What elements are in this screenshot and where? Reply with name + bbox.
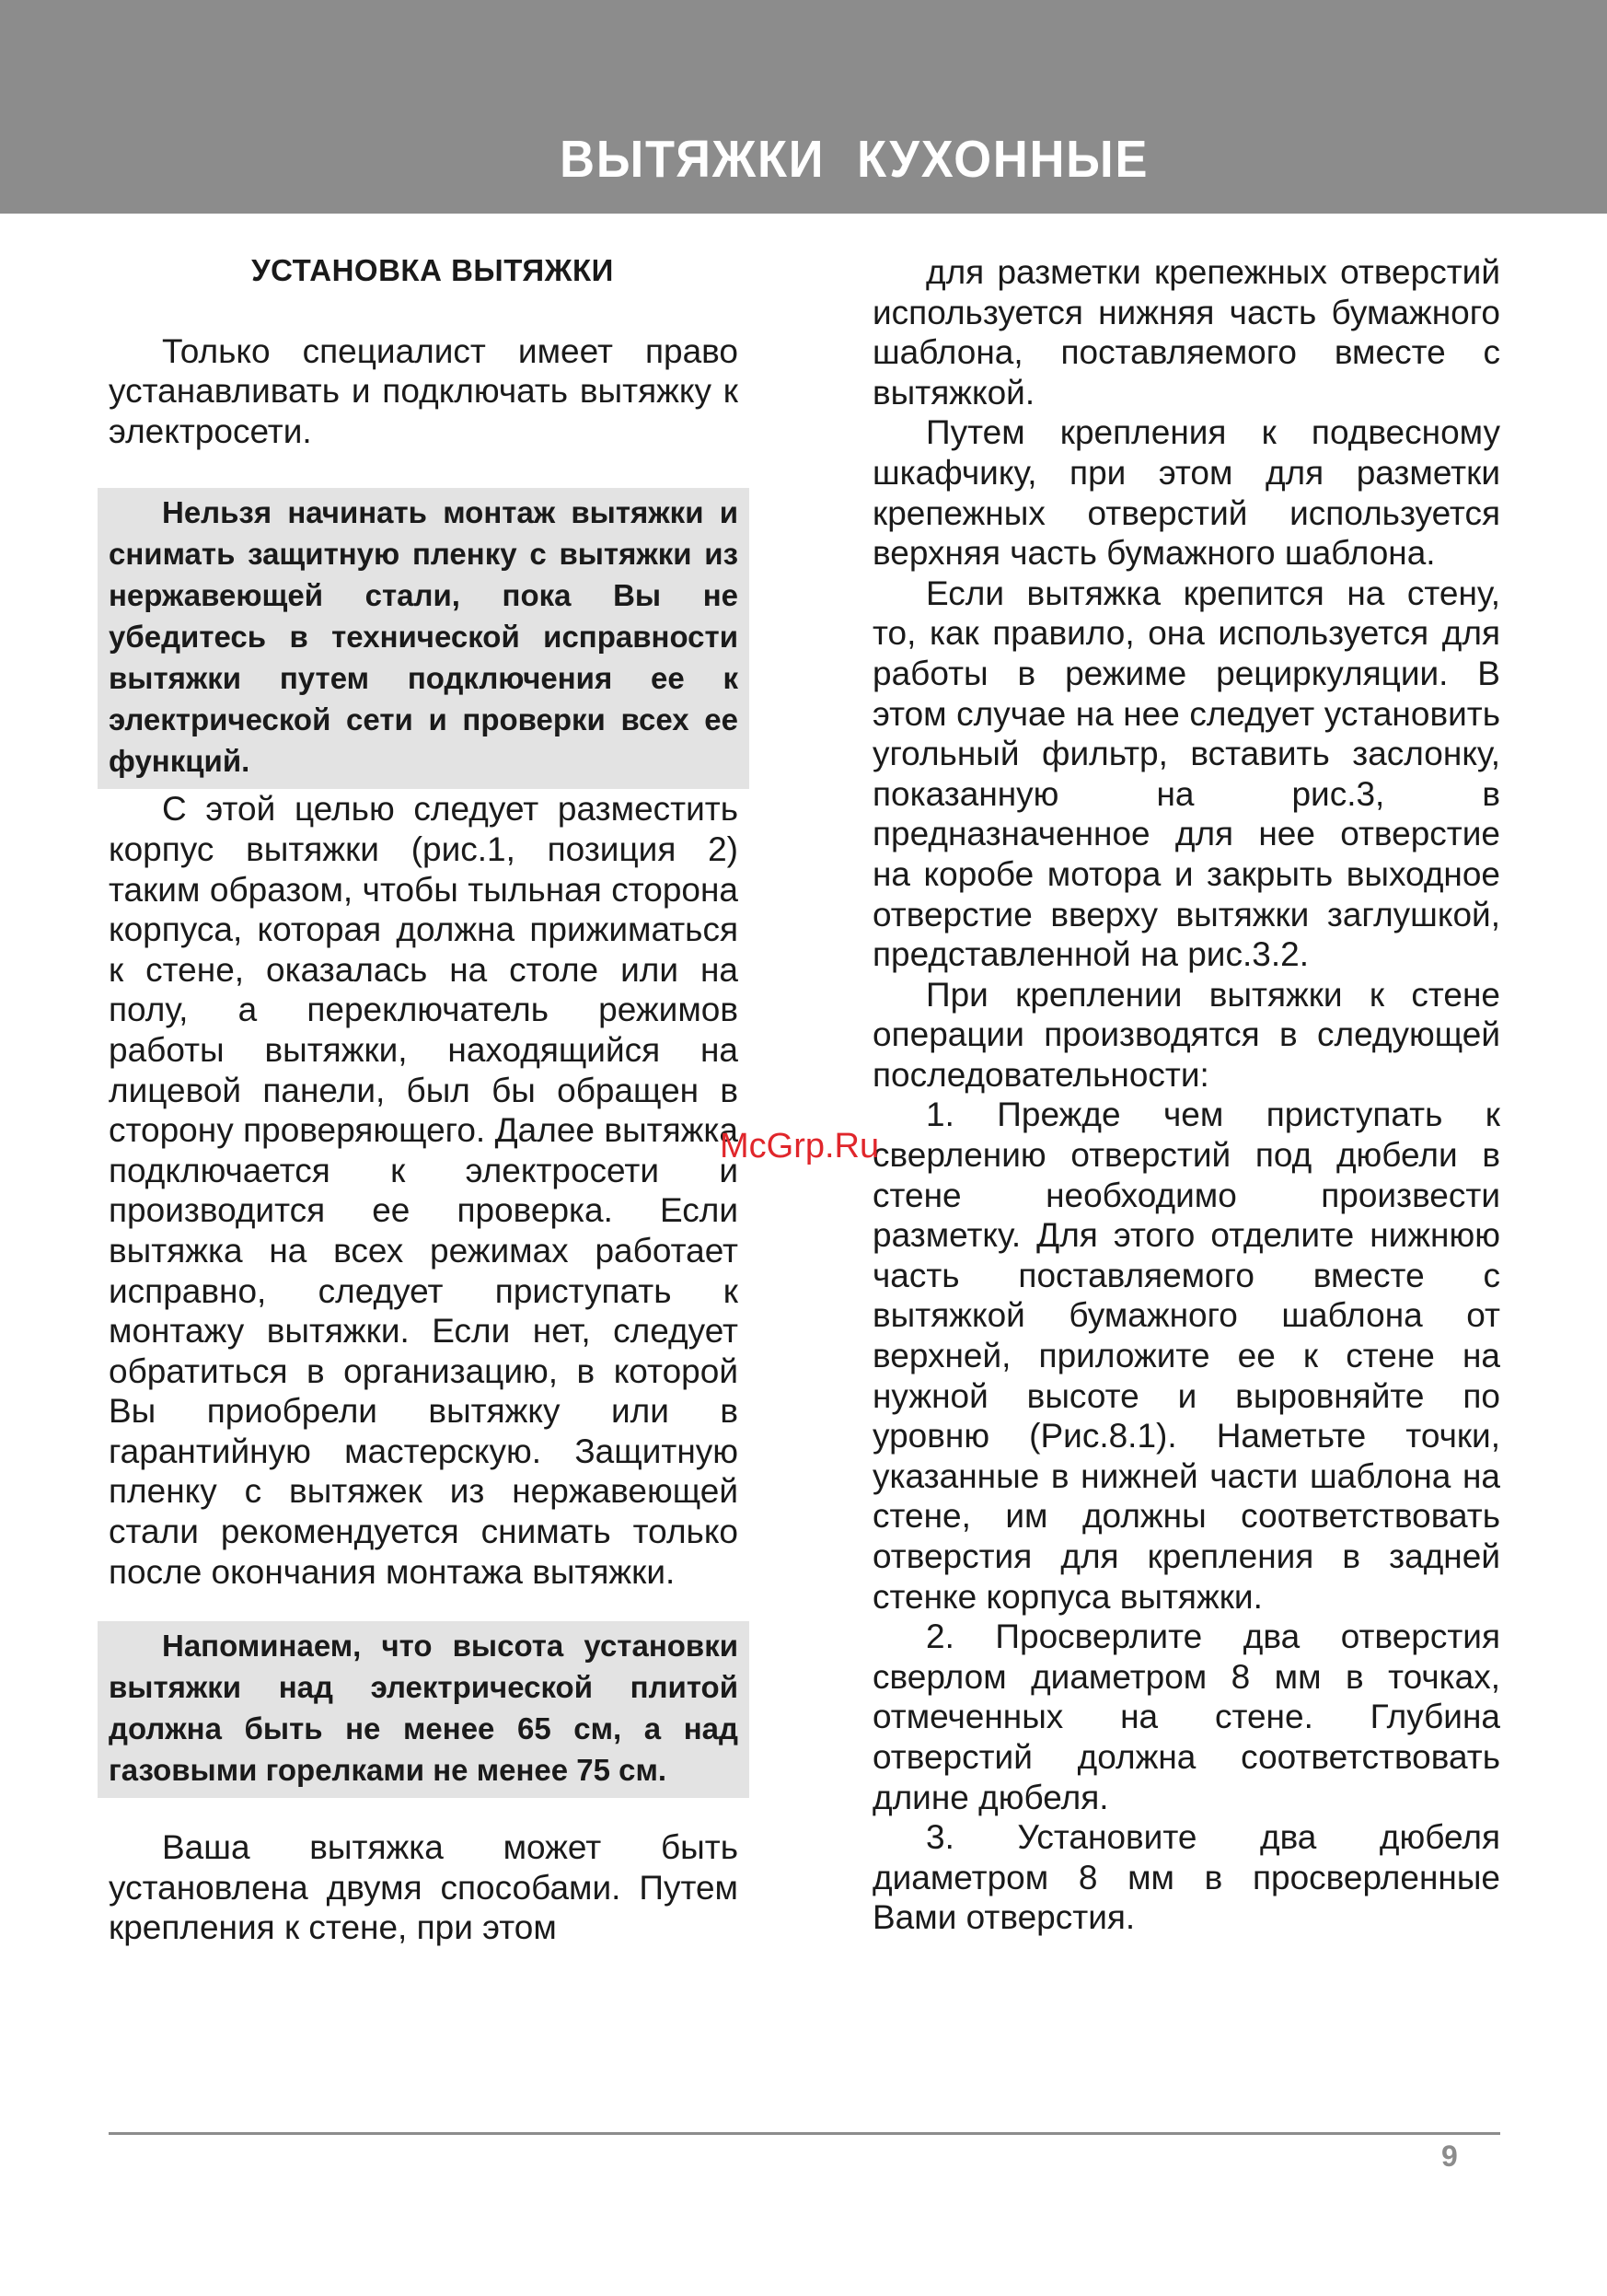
- left-column: [109, 250, 738, 1948]
- page-title: ВЫТЯЖКИ КУХОННЫЕ: [560, 130, 1150, 189]
- page-number: 9: [1441, 2139, 1458, 2173]
- intro-paragraph: Только специалист имеет право устанавливать и подключать вытяжку к электросети.: [109, 331, 738, 450]
- reminder-text: Напоминаем, что высота установки вытяжки над электрической плитой должна быть не менее 65 см, а над газовыми горелками не менее 75 см.: [109, 1629, 738, 1788]
- step-2: 2. Просверлите два отверстия сверлом диаметром 8 мм в точках, отмеченных на стене. Глубина отверстий должна соответствовать длине дюбеля.: [873, 1618, 1500, 1816]
- header-band: [0, 0, 1607, 214]
- recirculation-paragraph: Если вытяжка крепится на стену, то, как правило, она используется для работы в режиме рециркуляции. В этом случае на нее следует установить угольный фильтр, вставить заслонку, показанную на рис.3, в предназначенное для нее отверстие на коробе мотора и закрыть выходное отверстие вверху вытяжки заглушкой, представленной на рис.3.2.: [873, 574, 1500, 974]
- section-title: УСТАНОВКА ВЫТЯЖКИ: [251, 253, 614, 287]
- step-1: 1. Прежде чем приступать к сверлению отверстий под дюбели в стене необходимо произвести разметку. Для этого отделите нижнюю часть поставляемого вместе с вытяжкой бумажного шаблона от верхней, приложите ее к стене на нужной высоте и выровняйте по уровню (Рис.8.1). Наметьте точки, указанные в нижней части шаблона на стене, им должны соответствовать отверстия для крепления в задней стенке корпуса вытяжки.: [873, 1096, 1500, 1616]
- right-column: [873, 252, 1500, 1938]
- check-paragraph: С этой целью следует разместить корпус вытяжки (рис.1, позиция 2) таким образом, чтобы тыльная сторона корпуса, которая должна прижиматься к стене, оказалась на столе или на полу, а переключатель режимов работы вытяжки, находящийся на лицевой панели, был бы обращен в сторону проверяющего. Далее вытяжка подключается к электросети и производится ее проверка. Если вытяжка на всех режимах работает исправно, следует приступать к монтажу вытяжки. Если нет, следует обратиться в организацию, в которой Вы приобрели вытяжку или в гарантийную мастерскую. Защитную пленку с вытяжек из нержавеющей стали рекомендуется снимать только после окончания монтажа вытяжки.: [109, 790, 738, 1591]
- cabinet-paragraph: Путем крепления к подвесному шкафчику, при этом для разметки крепежных отверстий используется верхняя часть бумажного шаблона.: [873, 413, 1500, 573]
- step-3: 3. Установите два дюбеля диаметром 8 мм в просверленные Вами отверстия.: [873, 1818, 1500, 1937]
- warning-text: Нельзя начинать монтаж вытяжки и снимать защитную пленку с вытяжки из нержавеющей стали, пока Вы не убедитесь в технической исправности вытяжки путем подключения ее к электрической сети и проверки всех ее функций.: [109, 495, 738, 779]
- template-paragraph: для разметки крепежных отверстий используется нижняя часть бумажного шаблона, поставляемого вместе с вытяжкой.: [873, 253, 1500, 412]
- warning-note: [98, 488, 749, 789]
- sequence-paragraph: При креплении вытяжки к стене операции производятся в следующей последовательности:: [873, 975, 1500, 1094]
- watermark: McGrp.Ru: [720, 1127, 880, 1165]
- methods-paragraph: Ваша вытяжка может быть установлена двумя способами. Путем крепления к стене, при этом: [109, 1828, 738, 1947]
- footer-divider: [109, 2132, 1500, 2135]
- reminder-note: [98, 1621, 749, 1798]
